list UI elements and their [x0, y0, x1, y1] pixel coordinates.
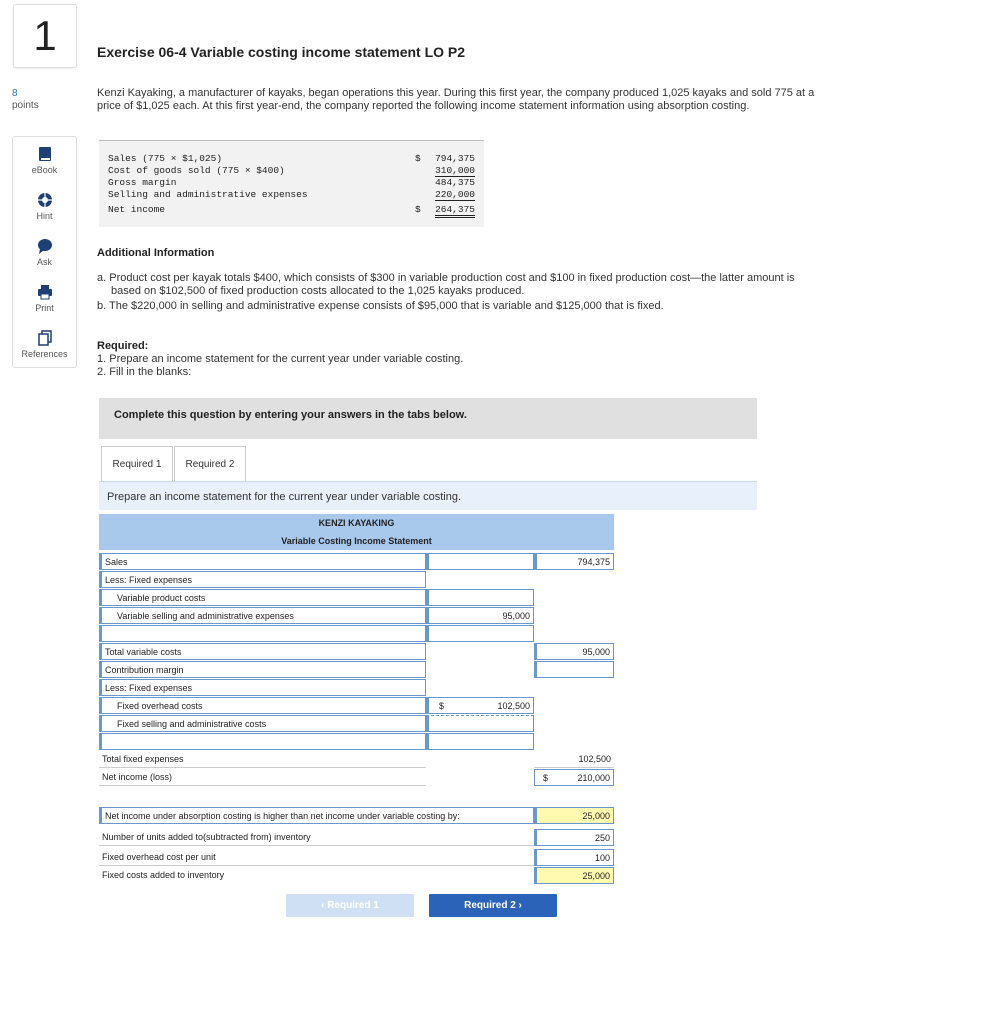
- references-label: References: [21, 348, 68, 359]
- sales-value-input[interactable]: 794,375: [534, 553, 614, 570]
- total-variable-label-input[interactable]: Total variable costs: [99, 643, 426, 660]
- question-number: 1: [13, 4, 77, 68]
- total-fixed-label: Total fixed expenses: [99, 751, 426, 768]
- absorption-diff-input[interactable]: 25,000: [534, 807, 614, 824]
- blank-row-4-label: Fixed costs added to inventory: [102, 870, 225, 880]
- variable-product-label-input[interactable]: Variable product costs: [99, 589, 426, 606]
- variable-selling-label-input[interactable]: Variable selling and administrative expenses: [99, 607, 426, 624]
- documents-icon: [37, 330, 53, 346]
- abs-row-dollar: $: [415, 153, 421, 164]
- prev-required-button[interactable]: ‹ Required 1: [286, 894, 414, 917]
- print-label: Print: [35, 302, 54, 313]
- tab-instruction: [99, 481, 757, 510]
- fixed-overhead-dollar: $: [439, 701, 445, 711]
- tab-required-2[interactable]: Required 2: [174, 446, 246, 482]
- points-value: 8: [12, 88, 18, 99]
- abs-row-value: 794,375: [435, 153, 475, 164]
- abs-row-label: Gross margin: [108, 177, 177, 188]
- abs-row-value: 220,000: [435, 189, 475, 200]
- blank-row-3-label: Fixed overhead cost per unit: [99, 849, 534, 866]
- units-inventory-input[interactable]: 250: [534, 829, 614, 846]
- variable-product-value-input[interactable]: [426, 589, 534, 606]
- net-income-label: Net income (loss): [99, 769, 426, 786]
- fixed-overhead-value-input[interactable]: [426, 697, 534, 714]
- variable-costing-statement: [99, 514, 614, 884]
- abs-row-label: Net income: [108, 204, 166, 215]
- print-button[interactable]: [13, 275, 76, 321]
- references-button[interactable]: [13, 321, 76, 367]
- net-income-dollar: $: [543, 773, 549, 783]
- absorption-income-table: [99, 140, 484, 227]
- abs-row-value: 264,375: [435, 204, 475, 218]
- abs-row-value: 310,000: [435, 165, 475, 176]
- next-required-button[interactable]: Required 2 ›: [429, 894, 557, 917]
- blank-value-input[interactable]: [426, 625, 534, 642]
- intro-text: Kenzi Kayaking, a manufacturer of kayaks, began operations this year. During this first year, the company produced 1,025 kayaks and sold 775 at a price of $1,025 each. At this first year-end, the company reported the following income statement information using absorption costing.: [97, 87, 815, 112]
- fixed-selling-label-input[interactable]: Fixed selling and administrative costs: [99, 715, 426, 732]
- blank-fixed-label-input[interactable]: [99, 733, 426, 750]
- lifebuoy-icon: [37, 192, 53, 208]
- statement-company: KENZI KAYAKING: [99, 514, 614, 532]
- abs-row-value: 484,375: [435, 177, 475, 188]
- ask-button[interactable]: [13, 229, 76, 275]
- statement-title: Variable Costing Income Statement: [99, 532, 614, 550]
- blank-row-2-label: Number of units added to(subtracted from) inventory: [99, 829, 534, 846]
- chat-bubble-icon: [37, 238, 53, 254]
- fixed-costs-inventory-input[interactable]: 25,000: [534, 867, 614, 884]
- less-fixed-label-input[interactable]: Less: Fixed expenses: [99, 571, 426, 588]
- total-variable-value-input[interactable]: 95,000: [534, 643, 614, 660]
- abs-row-label: Selling and administrative expenses: [108, 189, 308, 200]
- net-income-value: 210,000: [534, 769, 614, 786]
- required-heading: Required:: [97, 340, 149, 352]
- blank-fixed-value-input[interactable]: [426, 733, 534, 750]
- abs-row-label: Cost of goods sold (775 × $400): [108, 165, 285, 176]
- instruction-banner: [99, 398, 757, 439]
- variable-selling-value-input[interactable]: 95,000: [426, 607, 534, 624]
- book-icon: [37, 146, 53, 162]
- abs-row-dollar: $: [415, 204, 421, 215]
- ebook-label: eBook: [31, 164, 58, 175]
- points-label: points: [12, 100, 39, 111]
- ask-label: Ask: [36, 256, 52, 267]
- additional-item-b: b. The $220,000 in selling and administrative expense consists of $95,000 that is variable and $125,000 that is fixed.: [97, 300, 664, 312]
- blank-label-input[interactable]: [99, 625, 426, 642]
- required-section: [97, 340, 463, 379]
- sales-label-input[interactable]: Sales: [99, 553, 426, 570]
- ebook-button[interactable]: [13, 137, 76, 183]
- exercise-title: Exercise 06-4 Variable costing income statement LO P2: [97, 44, 466, 60]
- blank-row-1-label: Net income under absorption costing is higher than net income under variable costing by:: [99, 807, 534, 824]
- less-fixed-label-input-2[interactable]: Less: Fixed expenses: [99, 679, 426, 696]
- tab-required-1[interactable]: Required 1: [101, 446, 173, 482]
- points-indicator: [12, 88, 39, 112]
- total-fixed-value: 102,500: [534, 751, 614, 768]
- additional-info: [97, 272, 827, 315]
- tool-rail: [12, 136, 77, 368]
- fixed-selling-value-input[interactable]: [426, 715, 534, 732]
- additional-info-heading: Additional Information: [97, 247, 215, 259]
- additional-item-a: a. Product cost per kayak totals $400, which consists of $300 in variable production cost and $100 in fixed production cost—the latter amount is based on $102,500 of fixed production costs allocated to the 1,025 kayaks produced.: [97, 272, 795, 297]
- printer-icon: [37, 284, 53, 300]
- overhead-per-unit-input[interactable]: 100: [534, 849, 614, 866]
- banner-text: Complete this question by entering your answers in the tabs below.: [114, 409, 467, 421]
- hint-label: Hint: [36, 210, 53, 221]
- hint-button[interactable]: [13, 183, 76, 229]
- tab-instruction-text: Prepare an income statement for the current year under variable costing.: [107, 491, 462, 503]
- required-item: 2. Fill in the blanks:: [97, 366, 192, 378]
- sales-col2-input[interactable]: [426, 553, 534, 570]
- fixed-overhead-label-input[interactable]: Fixed overhead costs: [99, 697, 426, 714]
- fixed-overhead-value: 102,500: [497, 701, 530, 711]
- contribution-label-input[interactable]: Contribution margin: [99, 661, 426, 678]
- contribution-value-input[interactable]: [534, 661, 614, 678]
- required-item: 1. Prepare an income statement for the current year under variable costing.: [97, 353, 464, 365]
- abs-row-label: Sales (775 × $1,025): [108, 153, 223, 164]
